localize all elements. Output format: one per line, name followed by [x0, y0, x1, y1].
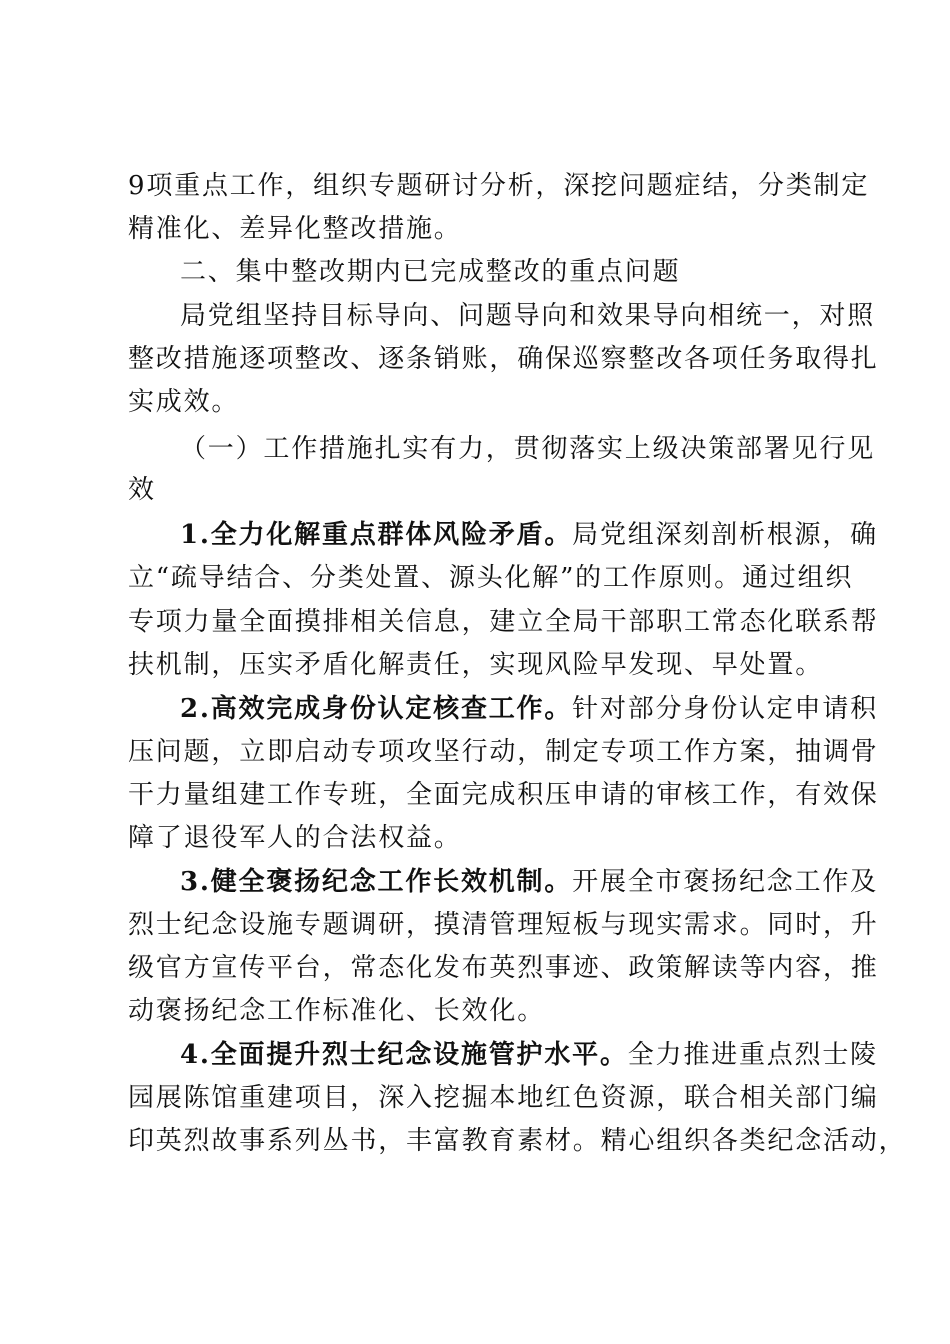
item-4-first-line	[180, 1035, 878, 1075]
paragraph-line: 局党组坚持目标导向、问题导向和效果导向相统一，对照	[180, 301, 876, 331]
item-3-heading: 3.健全褒扬纪念工作长效机制。	[180, 867, 573, 897]
paragraph-line: 精准化、差异化整改措施。	[128, 214, 462, 244]
paragraph-line: 印英烈故事系列丛书，丰富教育素材。精心组织各类纪念活动，	[128, 1126, 907, 1156]
item-1-heading: 1.全力化解重点群体风险矛盾。	[180, 520, 573, 550]
paragraph-line: 障了退役军人的合法权益。	[128, 823, 462, 853]
paragraph-line: 实成效。	[128, 387, 240, 417]
paragraph-line: 级官方宣传平台，常态化发布英烈事迹、政策解读等内容，推	[128, 953, 879, 983]
item-2-first-line	[180, 689, 878, 729]
paragraph-line: 园展陈馆重建项目，深入挖掘本地红色资源，联合相关部门编	[128, 1083, 879, 1113]
section-heading: 二、集中整改期内已完成整改的重点问题	[180, 257, 681, 287]
item-2-text: 针对部分身份认定申请积	[572, 694, 878, 724]
paragraph-line: 压问题，立即启动专项攻坚行动，制定专项工作方案，抽调骨	[128, 737, 879, 767]
paragraph-line: 专项力量全面摸排相关信息，建立全局干部职工常态化联系帮	[128, 607, 879, 637]
paragraph-line: 烈士纪念设施专题调研，摸清管理短板与现实需求。同时，升	[128, 910, 879, 940]
item-4-heading: 4.全面提升烈士纪念设施管护水平。	[180, 1040, 628, 1070]
paragraph-line: 扶机制，压实矛盾化解责任，实现风险早发现、早处置。	[128, 650, 824, 680]
item-1-text: 局党组深刻剖析根源，确	[572, 520, 878, 550]
item-3-text: 开展全市褒扬纪念工作及	[572, 867, 878, 897]
paragraph-line: 干力量组建工作专班，全面完成积压申请的审核工作，有效保	[128, 780, 879, 810]
paragraph-line: 整改措施逐项整改、逐条销账，确保巡察整改各项任务取得扎	[128, 344, 879, 374]
paragraph-line: 动褒扬纪念工作标准化、长效化。	[128, 996, 546, 1026]
paragraph-line: 立“疏导结合、分类处置、源头化解”的工作原则。通过组织	[128, 563, 854, 593]
paragraph-line: 9项重点工作，组织专题研讨分析，深挖问题症结，分类制定	[128, 171, 870, 201]
item-1-first-line	[180, 515, 878, 555]
subsection-heading-cont: 效	[128, 475, 156, 505]
item-3-first-line	[180, 862, 878, 902]
subsection-heading: （一）工作措施扎实有力，贯彻落实上级决策部署见行见	[180, 434, 876, 464]
item-4-text: 全力推进重点烈士陵	[627, 1040, 878, 1070]
item-2-heading: 2.高效完成身份认定核查工作。	[180, 694, 573, 724]
